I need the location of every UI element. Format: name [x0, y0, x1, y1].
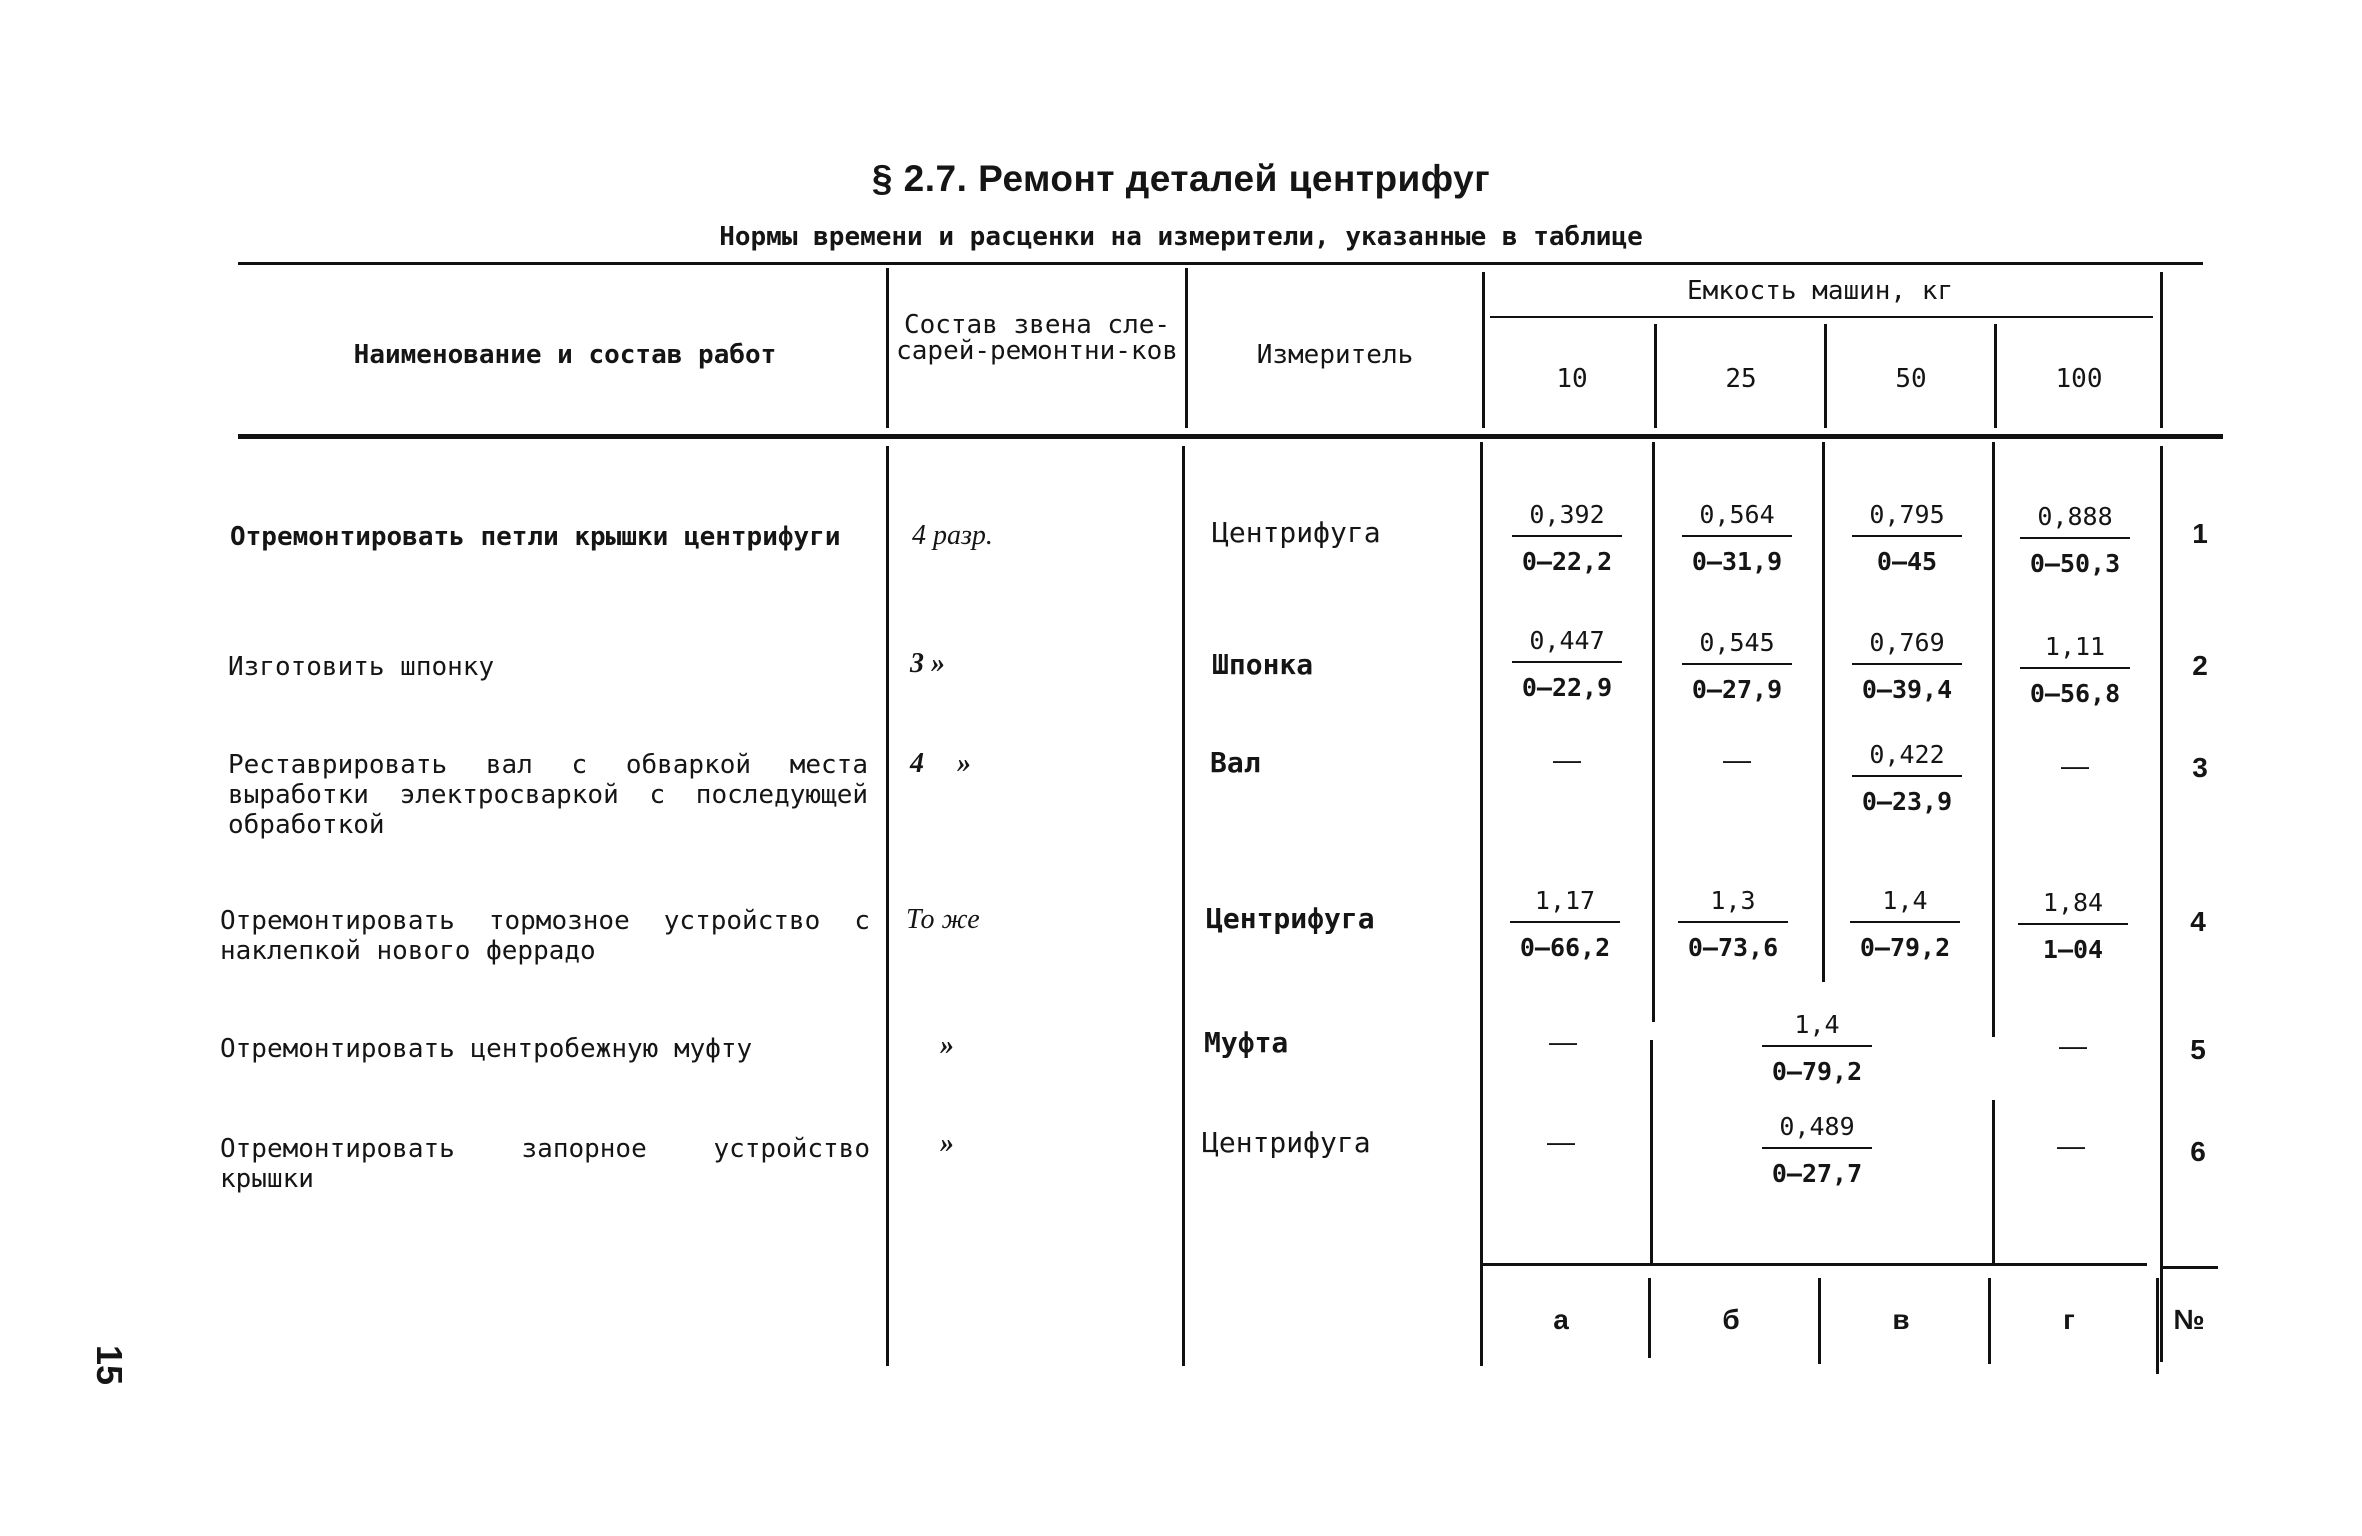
- col-divider-100-body: [2160, 446, 2163, 1362]
- price: 0—31,9: [1691, 547, 1783, 576]
- header-capacity-50: 50: [1895, 364, 1927, 394]
- row-2-unit: Шпонка: [1212, 648, 1314, 681]
- price: 1—04: [2042, 935, 2104, 964]
- norm: 1,17: [1510, 886, 1620, 923]
- price: 0—27,9: [1691, 675, 1783, 704]
- price: 0—27,7: [1771, 1159, 1863, 1188]
- norm: 0,392: [1512, 500, 1622, 537]
- row-1-cell-10: [1512, 500, 1622, 576]
- row-3-cell-10: —: [1553, 744, 1581, 775]
- row-6-cell-10: —: [1547, 1126, 1575, 1157]
- col-divider-work: [886, 268, 889, 428]
- row-5-cell-10: —: [1549, 1026, 1577, 1057]
- row-2-cell-50: [1852, 628, 1962, 704]
- row-5-unit: Муфта: [1204, 1026, 1289, 1059]
- header-capacity-25: 25: [1725, 364, 1757, 394]
- norm: 1,4: [1762, 1010, 1872, 1047]
- header-capacity-group: Емкость машин, кг: [1686, 276, 1954, 306]
- row-1-cell-25: [1682, 500, 1792, 576]
- row-3-team: 4 »: [910, 748, 971, 779]
- price: 0—45: [1876, 547, 1938, 576]
- row-1-number: 1: [2192, 518, 2208, 549]
- norm: 0,888: [2020, 502, 2130, 539]
- header-capacity-10: 10: [1556, 364, 1588, 394]
- row-4-team: То же: [906, 904, 980, 935]
- header-bottom-rule: [238, 434, 2223, 439]
- price: 0—79,2: [1859, 933, 1951, 962]
- header-work: Наименование и состав работ: [353, 340, 777, 370]
- row-2-cell-10: [1512, 626, 1622, 702]
- row-5-team: »: [940, 1030, 954, 1061]
- col-divider-unit-body: [1480, 442, 1483, 1366]
- row-6-unit: Центрифуга: [1202, 1126, 1371, 1159]
- row-3-cell-50: [1852, 740, 1962, 816]
- row-5-work: Отремонтировать центробежную муфту: [220, 1034, 753, 1064]
- norm: 0,564: [1682, 500, 1792, 537]
- row-1-cell-100: [2020, 502, 2130, 578]
- col-divider-unit: [1482, 272, 1485, 428]
- row-1-team: 4 разр.: [912, 520, 993, 551]
- header-team-text: Состав звена сле-сарей-ремонтни-ков: [896, 310, 1178, 366]
- price: 0—56,8: [2029, 679, 2121, 708]
- norm: 1,4: [1850, 886, 1960, 923]
- header-capacity-100: 100: [2055, 364, 2103, 394]
- row-6-number: 6: [2190, 1136, 2206, 1167]
- row-1-work: Отремонтировать петли крышки центрифуги: [230, 522, 841, 552]
- column-key-a: а: [1553, 1304, 1569, 1335]
- section-title: § 2.7. Ремонт деталей центрифуг: [871, 158, 1491, 199]
- norm: 1,3: [1678, 886, 1788, 923]
- row-2-number: 2: [2192, 650, 2208, 681]
- col-divider-10-body-2: [1650, 1040, 1653, 1264]
- col-divider-team: [1185, 268, 1188, 428]
- row-6-cell-25-50: [1762, 1112, 1872, 1188]
- row-5-cell-100: —: [2059, 1030, 2087, 1061]
- col-divider-25: [1824, 324, 1827, 428]
- col-divider-10-body: [1652, 442, 1655, 1022]
- capacity-group-rule: [1490, 316, 2153, 318]
- norm: 0,769: [1852, 628, 1962, 665]
- table-top-rule: [238, 262, 2203, 265]
- row-6-team: »: [940, 1128, 954, 1159]
- table-subtitle: Нормы времени и расценки на измерители, указанные в таблице: [719, 222, 1643, 252]
- row-1-cell-50: [1852, 500, 1962, 576]
- row-2-cell-100: [2020, 632, 2130, 708]
- row-6-cell-100: —: [2057, 1130, 2085, 1161]
- row-2-cell-25: [1682, 628, 1792, 704]
- row-3-cell-100: —: [2061, 750, 2089, 781]
- row-4-number: 4: [2190, 906, 2206, 937]
- header-team: [892, 312, 1182, 364]
- page-number: 15: [89, 1345, 130, 1386]
- price: 0—66,2: [1519, 933, 1611, 962]
- col-divider-50: [1994, 324, 1997, 428]
- col-divider-foot-50: [1988, 1278, 1991, 1364]
- row-5-number: 5: [2190, 1034, 2206, 1065]
- norm: 0,489: [1762, 1112, 1872, 1149]
- col-divider-50-body-2: [1992, 1100, 1995, 1264]
- price: 0—79,2: [1771, 1057, 1863, 1086]
- norm: 0,795: [1852, 500, 1962, 537]
- norm: 1,11: [2020, 632, 2130, 669]
- price: 0—23,9: [1861, 787, 1953, 816]
- row-4-work: Отремонтировать тормозное устройство с наклепкой нового феррадо: [220, 906, 870, 966]
- footer-rule: [1482, 1263, 2147, 1266]
- col-divider-work-body: [886, 446, 889, 1366]
- norm: 0,545: [1682, 628, 1792, 665]
- price: 0—73,6: [1687, 933, 1779, 962]
- col-divider-foot-10: [1648, 1278, 1651, 1358]
- column-key-g: г: [2063, 1304, 2075, 1335]
- col-divider-25-body: [1822, 442, 1825, 982]
- row-3-unit: Вал: [1210, 746, 1261, 779]
- col-divider-50-body: [1992, 442, 1995, 1037]
- row-5-cell-25-50: [1762, 1010, 1872, 1086]
- row-6-work: Отремонтировать запорное устройство крышки: [220, 1134, 870, 1194]
- row-4-unit: Центрифуга: [1206, 902, 1375, 935]
- row-2-team: 3 »: [910, 648, 945, 679]
- row-3-work: Реставрировать вал с обваркой места выработки электросваркой с последующей обработкой: [228, 750, 868, 840]
- row-4-cell-100: [2018, 888, 2128, 964]
- row-4-cell-25: [1678, 886, 1788, 962]
- row-1-unit: Центрифуга: [1212, 516, 1381, 549]
- norm: 0,422: [1852, 740, 1962, 777]
- header-unit: Измеритель: [1256, 340, 1414, 370]
- col-divider-team-body: [1182, 446, 1185, 1366]
- price: 0—22,2: [1521, 547, 1613, 576]
- price: 0—39,4: [1861, 675, 1953, 704]
- row-3-number: 3: [2192, 752, 2208, 783]
- row-2-work: Изготовить шпонку: [228, 652, 495, 682]
- price: 0—22,9: [1521, 673, 1613, 702]
- row-4-cell-10: [1510, 886, 1620, 962]
- row-4-cell-50: [1850, 886, 1960, 962]
- col-divider-10: [1654, 324, 1657, 428]
- norm: 0,447: [1512, 626, 1622, 663]
- col-divider-100: [2160, 272, 2163, 428]
- price: 0—50,3: [2029, 549, 2121, 578]
- column-key-num: №: [2173, 1304, 2205, 1335]
- footer-rule-num: [2162, 1266, 2218, 1269]
- col-divider-foot-25: [1818, 1278, 1821, 1364]
- column-key-v: в: [1892, 1304, 1910, 1335]
- row-3-cell-25: —: [1723, 744, 1751, 775]
- norm: 1,84: [2018, 888, 2128, 925]
- column-key-b: б: [1722, 1304, 1740, 1335]
